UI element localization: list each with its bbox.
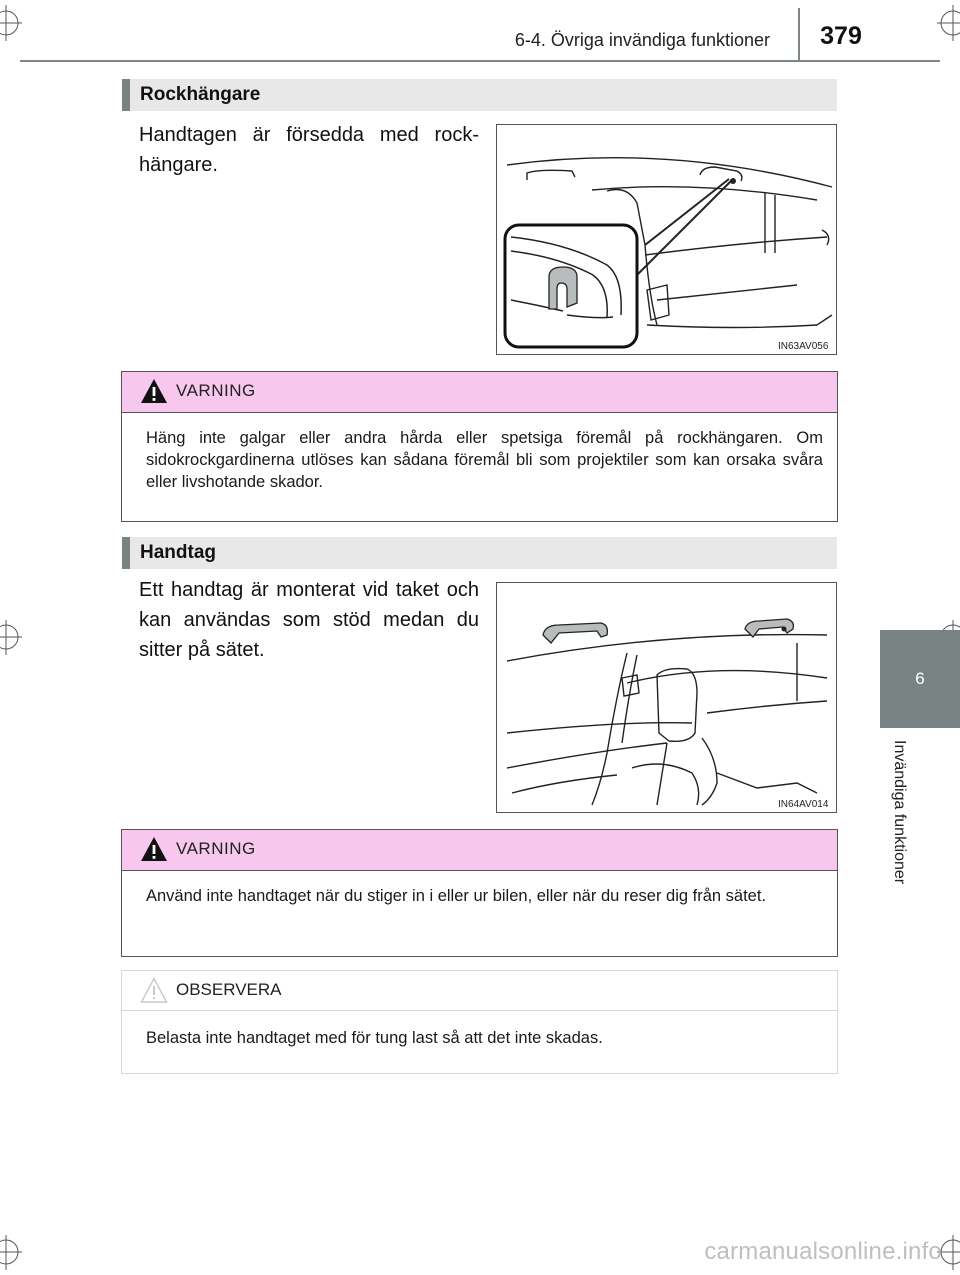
running-header-title: 6-4. Övriga invändiga funktioner: [514, 30, 770, 50]
header-divider: [798, 8, 800, 62]
warning-box-grab-handles: [121, 829, 838, 957]
grab-handle-illustration: [496, 582, 837, 813]
notice-box: [121, 970, 838, 1074]
figure-code-coat-hook: IN63AV056: [778, 341, 829, 352]
warning-triangle-icon: [140, 836, 168, 862]
chapter-tab: 6: [880, 630, 960, 728]
chapter-label: Invändiga funktioner: [891, 740, 908, 885]
warning-text: Häng inte galgar eller andra hårda eller spetsiga föremål på rockhängaren. Om sidokrockgardinerna utlöses kan sådana föremål bli som projektiler som kan orsaka svåra eller livshotande skador.: [146, 429, 823, 491]
caution-outline-triangle-icon: [140, 977, 168, 1003]
warning-header: [122, 372, 837, 413]
coat-hooks-text: Handtagen är försedda med rock-hängare.: [139, 124, 479, 176]
car-interior-coat-hook-drawing: [497, 125, 837, 355]
warning-header: [122, 830, 837, 871]
watermark-text: carmanualsonline.info: [704, 1238, 942, 1265]
notice-text: Belasta inte handtaget med för tung last så att det inte skadas.: [146, 1029, 603, 1047]
section-heading-grab-handles: Handtag: [122, 537, 837, 569]
warning-triangle-icon: [140, 378, 168, 404]
car-interior-grab-handle-drawing: [497, 583, 837, 813]
warning-label: VARNING: [176, 839, 256, 858]
coat-hook-illustration: [496, 124, 837, 355]
notice-header: [122, 971, 837, 1011]
figure-code-grab-handle: IN64AV014: [778, 799, 829, 810]
header-rule: [20, 60, 940, 62]
grab-handles-text: Ett handtag är monterat vid taket och kan användas som stöd medan du sitter på sätet.: [139, 579, 479, 661]
warning-box-coat-hooks: [121, 371, 838, 522]
warning-label: VARNING: [176, 381, 256, 400]
notice-label: OBSERVERA: [176, 980, 282, 999]
page-number: 379: [820, 22, 862, 50]
warning-text: Använd inte handtaget när du stiger in i eller ur bilen, eller när du reser dig från sätet.: [146, 887, 767, 905]
section-heading-coat-hooks: Rockhängare: [122, 79, 837, 111]
